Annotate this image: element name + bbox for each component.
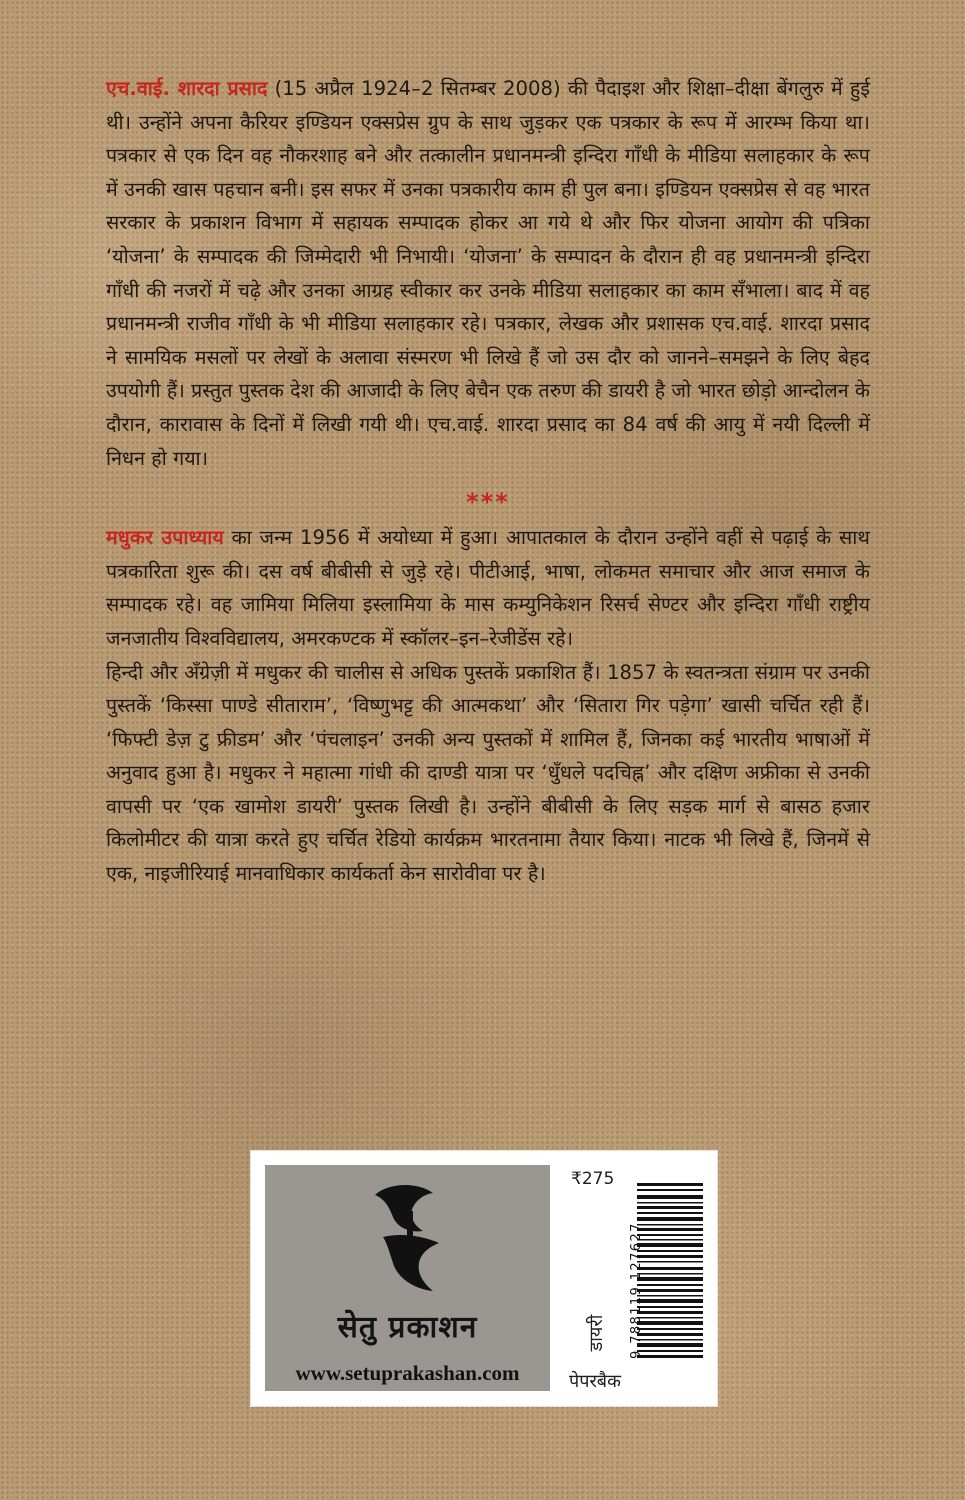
isbn-barcode-block <box>615 1183 705 1379</box>
back-cover-text <box>106 72 870 891</box>
price-label: ₹275 <box>571 1169 615 1189</box>
author-bio-text: (15 अप्रैल 1924–2 सितम्बर 2008) की पैदाइश और शिक्षा–दीक्षा बेंगलुरु में हुई थी। उन्होंने अपना कैरियर इण्डियन एक्सप्रेस ग्रुप के साथ जुड़कर एक पत्रकार के रूप में आरम्भ किया था। पत्रकार से एक दिन वह नौकरशाह बने और तत्कालीन प्रधानमन्त्री इन्दिरा गाँधी के मीडिया सलाहकार के रूप में उनकी खास पहचान बनी। इस सफर में उनका पत्रकारीय काम ही पुल बना। इण्डियन एक्सप्रेस से वह भारत सरकार के प्रकाशन विभाग में सहायक सम्पादक होकर आ गये थे और फिर योजना आयोग की पत्रिका ‘योजना’ के सम्पादक की जिम्मेदारी भी निभायी। ‘योजना’ के सम्पादन के दौरान ही वह प्रधानमन्त्री इन्दिरा गाँधी की नजरों में चढ़े और उनका आग्रह स्वीकार कर उनके मीडिया सलाहकार का काम सँभाला। बाद में वह प्रधानमन्त्री राजीव गाँधी के भी मीडिया सलाहकार रहे। पत्रकार, लेखक और प्रशासक एच.वाई. शारदा प्रसाद ने सामयिक मसलों पर लेखों के अलावा संस्मरण भी लिखे हैं जो उस दौर को जानने–समझने के लिए बेहद उपयोगी हैं। प्रस्तुत पुस्तक देश की आजादी के लिए बेचैन एक तरुण की डायरी है जो भारत छोड़ो आन्दोलन के दौरान, कारावास के दिनों में लिखी गयी थी। एच.वाई. शारदा प्रसाद का 84 वर्ष की आयु में नयी दिल्ली में निधन हो गया। <box>106 77 870 470</box>
editor-bio-text: का जन्म 1956 में अयोध्या में हुआ। आपातकाल के दौरान उन्होंने वहीं से पढ़ाई के साथ पत्रकारिता शुरू की। दस वर्ष बीबीसी से जुड़े रहे। पीटीआई, भाषा, लोकमत समाचार और आज समाज के सम्पादक रहे। वह जामिया मिलिया इस्लामिया के मास कम्युनिकेशन रिसर्च सेण्टर और इन्दिरा गाँधी राष्ट्रीय जनजातीय विश्वविद्यालय, अमरकण्टक में स्कॉलर–इन–रेजीडेंस रहे। <box>106 526 870 650</box>
setu-logo-icon <box>353 1177 463 1297</box>
isbn-number: 9 788119 127627 <box>629 1222 644 1359</box>
genre-label: डायरी <box>586 1314 607 1352</box>
editor-books-paragraph: हिन्दी और अँग्रेज़ी में मधुकर की चालीस से अधिक पुस्तकें प्रकाशित हैं। 1857 के स्वतन्त्रता संग्राम पर उनकी पुस्तकें ‘किस्सा पाण्डे सीताराम’, ‘विष्णुभट्ट की आत्मकथा’ और ‘सितारा गिर पड़ेगा’ खासी चर्चित रही हैं। ‘फिफ्टी डेज़ टु फ्रीडम’ और ‘पंचलाइन’ उनकी अन्य पुस्तकों में शामिल हैं, जिनका कई भारतीय भाषाओं में अनुवाद हुआ है। मधुकर ने महात्मा गांधी की दाण्डी यात्रा पर ‘धुँधले पदचिह्न’ और दक्षिण अफ्रीका से उनकी वापसी पर ‘एक खामोश डायरी’ पुस्तक लिखी है। उन्होंने बीबीसी के लिए सड़क मार्ग से बासठ हजार किलोमीटर की यात्रा करते हुए चर्चित रेडियो कार्यक्रम भारतनामा तैयार किया। नाटक भी लिखे हैं, जिनमें से एक, नाइजीरियाई मानवाधिकार कार्यकर्ता केन सारोवीवा पर है। <box>106 660 870 886</box>
publisher-url: www.setuprakashan.com <box>295 1361 520 1385</box>
editor-bio-paragraph <box>106 521 870 655</box>
publisher-logo-panel <box>265 1165 550 1391</box>
publisher-name: सेतु प्रकाशन <box>337 1310 478 1345</box>
author-bio-paragraph <box>106 72 870 475</box>
section-separator: *** <box>466 488 510 517</box>
author-name: एच.वाई. शारदा प्रसाद <box>106 77 268 100</box>
format-label: पेपरबैक <box>569 1371 621 1392</box>
publisher-card <box>250 1150 718 1407</box>
editor-name: मधुकर उपाध्याय <box>106 526 224 550</box>
